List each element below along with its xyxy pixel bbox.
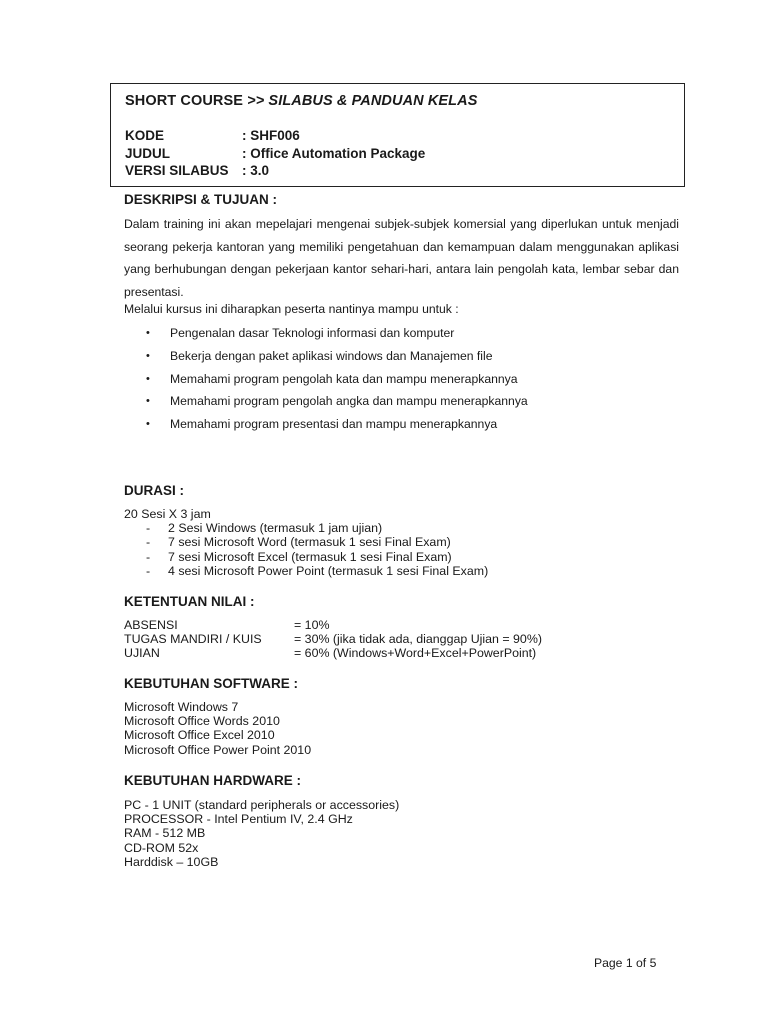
bullet-icon: • (146, 349, 150, 362)
page-number: Page 1 of 5 (594, 956, 657, 970)
list-item (146, 345, 528, 368)
list-item: Microsoft Office Power Point 2010 (124, 742, 312, 757)
nilai-table (124, 618, 542, 661)
meta-value: : SHF006 (242, 128, 300, 143)
meta-row-versi (125, 162, 425, 180)
deskripsi-intro: Melalui kursus ini diharapkan peserta nantinya mampu untuk : (124, 302, 459, 316)
list-item-text: Memahami program presentasi dan mampu menerapkannya (170, 417, 498, 432)
meta-key: VERSI SILABUS (125, 163, 229, 178)
list-item-text: Pengenalan dasar Teknologi informasi dan komputer (170, 326, 455, 340)
dash-marker: - (146, 563, 151, 578)
list-item-text: 2 Sesi Windows (termasuk 1 jam ujian) (168, 521, 383, 536)
list-item-text: 7 sesi Microsoft Excel (termasuk 1 sesi Final Exam) (168, 549, 452, 564)
bullet-icon: • (146, 372, 150, 385)
list-item-text: Memahami program pengolah kata dan mampu menerapkannya (170, 371, 518, 386)
list-item: PC - 1 UNIT (standard peripherals or accessories) (124, 798, 400, 812)
title-prefix: SHORT COURSE (125, 93, 248, 109)
durasi-block (124, 507, 488, 578)
title-accent: >> SILABUS & PANDUAN KELAS (247, 93, 478, 109)
list-item: CD-ROM 52x (124, 840, 199, 855)
list-item (146, 322, 528, 345)
list-item (124, 535, 488, 549)
grade-value: = 60% (Windows+Word+Excel+PowerPoint) (294, 646, 537, 661)
list-item (124, 564, 488, 578)
grade-key: TUGAS MANDIRI / KUIS (124, 632, 262, 647)
durasi-list (124, 521, 488, 578)
course-meta (125, 127, 425, 180)
bullet-icon: • (146, 395, 150, 408)
list-item: Microsoft Windows 7 (124, 700, 239, 714)
dash-marker: - (146, 521, 151, 536)
list-item: Harddisk – 10GB (124, 854, 219, 869)
list-item: PROCESSOR - Intel Pentium IV, 2.4 GHz (124, 812, 353, 827)
deskripsi-paragraph: Dalam training ini akan mepelajari mengenai subjek-subjek komersial yang diperlukan untuk menjadi seorang pekerja kantoran yang memiliki pengetahuan dan kemampuan dalam menggunakan aplikasi yang berhubungan dengan pekerjaan kantor sehari-hari, antara lain pengolah kata, lembar sebar dan presentasi. (124, 217, 679, 299)
list-item-text: Memahami program pengolah angka dan mampu menerapkannya (170, 394, 528, 409)
deskripsi-heading: DESKRIPSI & TUJUAN : (124, 192, 278, 207)
nilai-heading: KETENTUAN NILAI : (124, 594, 255, 609)
list-item (124, 521, 488, 535)
hardware-heading: KEBUTUHAN HARDWARE : (124, 773, 301, 788)
meta-row-kode (125, 127, 425, 145)
list-item: Microsoft Office Excel 2010 (124, 728, 275, 743)
header-box (110, 83, 685, 187)
bullet-icon: • (146, 327, 150, 339)
meta-row-judul (125, 145, 425, 163)
durasi-heading: DURASI : (124, 483, 184, 498)
software-list (124, 700, 311, 757)
grade-key: ABSENSI (124, 618, 178, 632)
bullet-icon: • (146, 418, 150, 431)
durasi-summary: 20 Sesi X 3 jam (124, 507, 211, 521)
grade-value: = 10% (294, 618, 330, 632)
list-item (146, 368, 528, 391)
dash-marker: - (146, 535, 151, 550)
list-item-text: 7 sesi Microsoft Word (termasuk 1 sesi Final Exam) (168, 535, 451, 550)
table-row (124, 618, 542, 632)
list-item: Microsoft Office Words 2010 (124, 714, 280, 729)
list-item-text: 4 sesi Microsoft Power Point (termasuk 1 sesi Final Exam) (168, 563, 489, 578)
meta-key: KODE (125, 128, 165, 143)
table-row (124, 646, 542, 660)
meta-value: : 3.0 (242, 163, 270, 178)
hardware-list (124, 798, 399, 869)
tujuan-list (146, 322, 528, 436)
table-row (124, 632, 542, 646)
list-item: RAM - 512 MB (124, 826, 206, 841)
meta-key: JUDUL (125, 145, 171, 161)
grade-value: = 30% (jika tidak ada, dianggap Ujian = 90%) (294, 632, 542, 647)
software-heading: KEBUTUHAN SOFTWARE : (124, 676, 298, 691)
course-title (125, 93, 478, 109)
dash-marker: - (146, 549, 151, 564)
meta-value: : Office Automation Package (242, 145, 426, 161)
list-item (146, 390, 528, 413)
list-item-text: Bekerja dengan paket aplikasi windows dan Manajemen file (170, 348, 493, 363)
grade-key: UJIAN (124, 646, 160, 661)
list-item (146, 413, 528, 436)
list-item (124, 550, 488, 564)
